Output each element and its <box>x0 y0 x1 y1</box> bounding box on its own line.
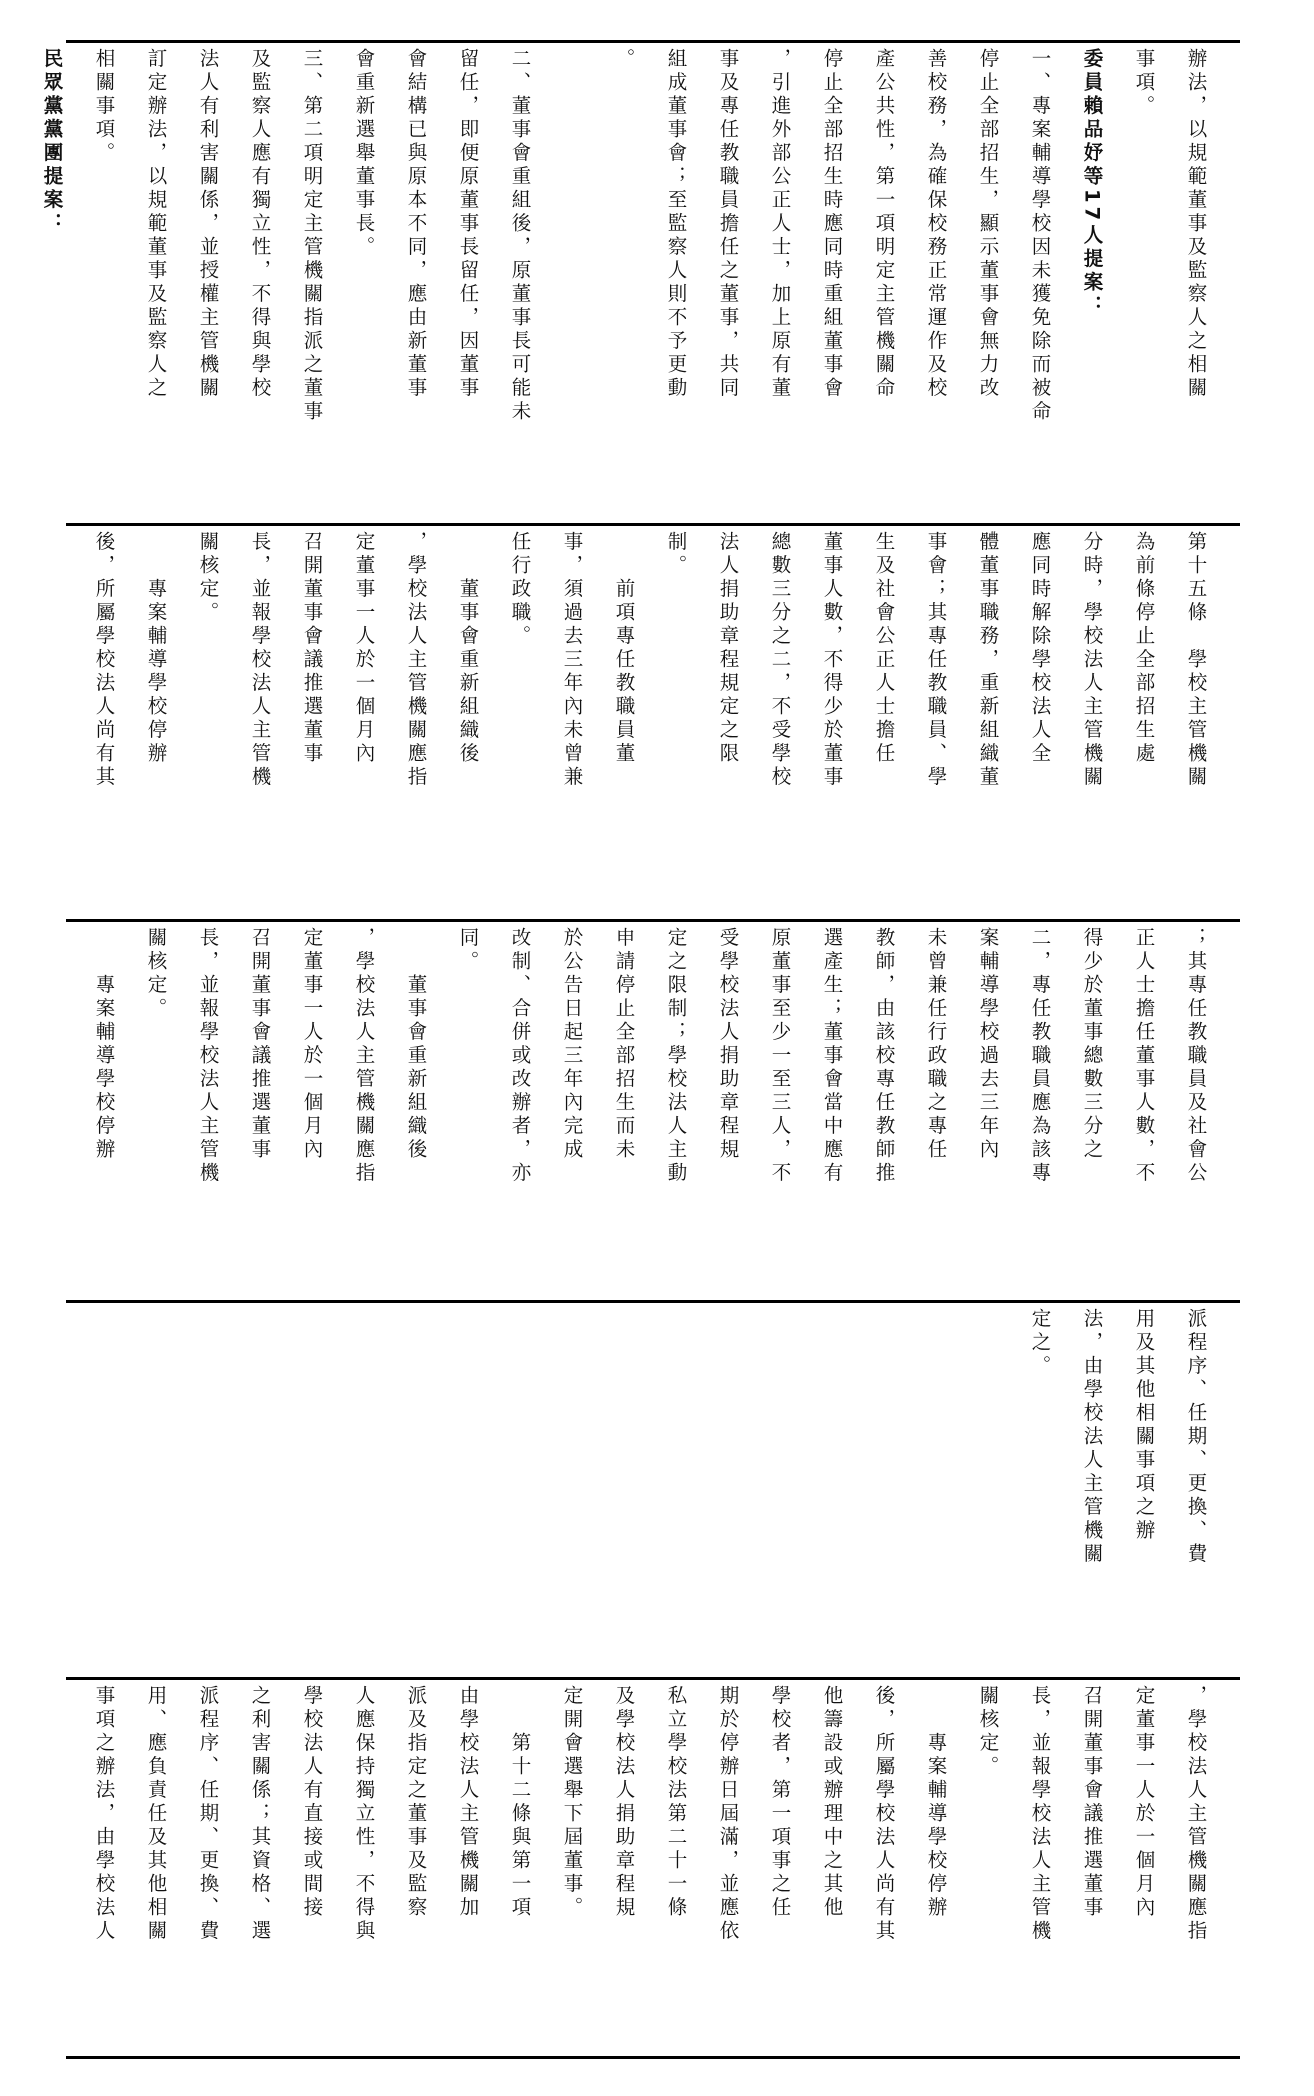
text-column: 留任，即便原董事長留任，因董事 <box>456 48 480 401</box>
text-column: 事，須過去三年內未曾兼 <box>560 531 584 790</box>
text-column: 關核定。 <box>196 531 220 625</box>
text-column: 法，由學校法人主管機關 <box>1080 1308 1104 1567</box>
table-cell <box>66 1308 1240 1673</box>
text-column: 第十五條 學校主管機關 <box>1184 531 1208 790</box>
text-column: 事及專任教職員擔任之董事，共同 <box>716 48 740 401</box>
text-column: 案輔導學校過去三年內 <box>976 927 1000 1162</box>
section-heading: 委員賴品妤等17人提案： <box>1080 48 1104 319</box>
text-column: 專案輔導學校停辦 <box>144 531 168 766</box>
text-column: ，引進外部公正人士，加上原有董 <box>768 48 792 401</box>
row-divider <box>66 1677 1240 1680</box>
text-column: 停止全部招生時應同時重組董事會 <box>820 48 844 401</box>
text-column: 人應保持獨立性，不得與 <box>352 1685 376 1944</box>
text-column: 同。 <box>456 927 480 974</box>
text-column: 善校務，為確保校務正常運作及校 <box>924 48 948 401</box>
table-cell <box>66 927 1240 1295</box>
text-column: 會結構已與原本不同，應由新董事 <box>404 48 428 401</box>
text-column: 派及指定之董事及監察 <box>404 1685 428 1920</box>
text-column: 總數三分之二，不受學校 <box>768 531 792 790</box>
text-column: 後，所屬學校法人尚有其 <box>92 531 116 790</box>
text-column: 由學校法人主管機關加 <box>456 1685 480 1920</box>
text-column: 定之。 <box>1028 1308 1052 1379</box>
text-column: 應同時解除學校法人全 <box>1028 531 1052 766</box>
table-border-top <box>66 40 1240 43</box>
text-column: 長，並報學校法人主管機 <box>1028 1685 1052 1944</box>
text-column: 董事會重新組織後 <box>404 927 428 1162</box>
text-column: 於公告日起三年內完成 <box>560 927 584 1162</box>
text-column: 用、應負責任及其他相關 <box>144 1685 168 1944</box>
text-column: 召開董事會議推選董事 <box>248 927 272 1162</box>
text-column: 得少於董事總數三分之 <box>1080 927 1104 1162</box>
text-column: 學校者，第一項事之任 <box>768 1685 792 1920</box>
text-column: 未曾兼任行政職之專任 <box>924 927 948 1162</box>
text-column: 定董事一人於一個月內 <box>352 531 376 766</box>
table-cell <box>66 1685 1240 2051</box>
text-column: 事會；其專任教職員、學 <box>924 531 948 790</box>
text-column: ，學校法人主管機關應指 <box>404 531 428 790</box>
text-column: 董事會重新組織後 <box>456 531 480 766</box>
text-column: 二、董事會重組後，原董事長可能未 <box>508 48 532 424</box>
text-column: 他籌設或辦理中之其他 <box>820 1685 844 1920</box>
text-column: 選產生；董事會當中應有 <box>820 927 844 1186</box>
text-column: 定之限制；學校法人主動 <box>664 927 688 1186</box>
text-column: 及學校法人捐助章程規 <box>612 1685 636 1920</box>
text-column: 三、第二項明定主管機關指派之董事 <box>300 48 324 424</box>
row-divider <box>66 1300 1240 1303</box>
text-column: 相關事項。 <box>92 48 116 166</box>
text-column: 制。 <box>664 531 688 578</box>
text-column: 改制、合併或改辦者，亦 <box>508 927 532 1186</box>
text-column: 組成董事會；至監察人則不予更動 <box>664 48 688 401</box>
text-column: 生及社會公正人士擔任 <box>872 531 896 766</box>
text-column: 體董事職務，重新組織董 <box>976 531 1000 790</box>
text-column: 事項。 <box>1132 48 1156 119</box>
text-column: 停止全部招生，顯示董事會無力改 <box>976 48 1000 401</box>
text-column: ，學校法人主管機關應指 <box>1184 1685 1208 1944</box>
text-column: 事項之辦法，由學校法人 <box>92 1685 116 1944</box>
table-cell <box>66 531 1240 915</box>
text-column: 。 <box>612 48 636 72</box>
text-column: 私立學校法第二十一條 <box>664 1685 688 1920</box>
text-column: 定董事一人於一個月內 <box>300 927 324 1162</box>
text-column: 派程序、任期、更換、費 <box>1184 1308 1208 1567</box>
text-column: 正人士擔任董事人數，不 <box>1132 927 1156 1186</box>
text-column: 任行政職。 <box>508 531 532 649</box>
text-column: ，學校法人主管機關應指 <box>352 927 376 1186</box>
text-column: 前項專任教職員董 <box>612 531 636 766</box>
text-column: 原董事至少一至三人，不 <box>768 927 792 1186</box>
text-column: 分時，學校法人主管機關 <box>1080 531 1104 790</box>
row-divider <box>66 523 1240 526</box>
text-column: 辦法，以規範董事及監察人之相關 <box>1184 48 1208 401</box>
text-column: 教師，由該校專任教師推 <box>872 927 896 1186</box>
text-column: 為前條停止全部招生處 <box>1132 531 1156 766</box>
text-column: 召開董事會議推選董事 <box>300 531 324 766</box>
text-column: 定開會選舉下屆董事。 <box>560 1685 584 1920</box>
text-column: 法人有利害關係，並授權主管機關 <box>196 48 220 401</box>
text-column: 法人捐助章程規定之限 <box>716 531 740 766</box>
text-column: 期於停辦日屆滿，並應依 <box>716 1685 740 1944</box>
text-column: 受學校法人捐助章程規 <box>716 927 740 1162</box>
text-column: 專案輔導學校停辦 <box>92 927 116 1162</box>
text-column: 董事人數，不得少於董事 <box>820 531 844 790</box>
text-column: 定董事一人於一個月內 <box>1132 1685 1156 1920</box>
text-column: 一、專案輔導學校因未獲免除而被命 <box>1028 48 1052 424</box>
text-column: 專案輔導學校停辦 <box>924 1685 948 1920</box>
text-column: 長，並報學校法人主管機 <box>196 927 220 1186</box>
text-column: 申請停止全部招生而未 <box>612 927 636 1162</box>
text-column: 二，專任教職員應為該專 <box>1028 927 1052 1186</box>
text-column: 之利害關係；其資格、選 <box>248 1685 272 1944</box>
row-divider <box>66 919 1240 922</box>
text-column: 關核定。 <box>144 927 168 1021</box>
text-column: 後，所屬學校法人尚有其 <box>872 1685 896 1944</box>
table-border-bottom <box>66 2056 1240 2059</box>
text-column: 及監察人應有獨立性，不得與學校 <box>248 48 272 401</box>
table-cell <box>40 48 1240 518</box>
text-column: 產公共性，第一項明定主管機關命 <box>872 48 896 401</box>
text-column: 訂定辦法，以規範董事及監察人之 <box>144 48 168 401</box>
text-column: 召開董事會議推選董事 <box>1080 1685 1104 1920</box>
text-column: 長，並報學校法人主管機 <box>248 531 272 790</box>
text-column: 第十二條與第一項 <box>508 1685 532 1920</box>
text-column: 學校法人有直接或間接 <box>300 1685 324 1920</box>
section-heading: 民眾黨黨團提案： <box>40 48 64 236</box>
text-column: ；其專任教職員及社會公 <box>1184 927 1208 1186</box>
text-column: 會重新選舉董事長。 <box>352 48 376 260</box>
text-column: 派程序、任期、更換、費 <box>196 1685 220 1944</box>
text-column: 用及其他相關事項之辦 <box>1132 1308 1156 1543</box>
text-column: 關核定。 <box>976 1685 1000 1779</box>
